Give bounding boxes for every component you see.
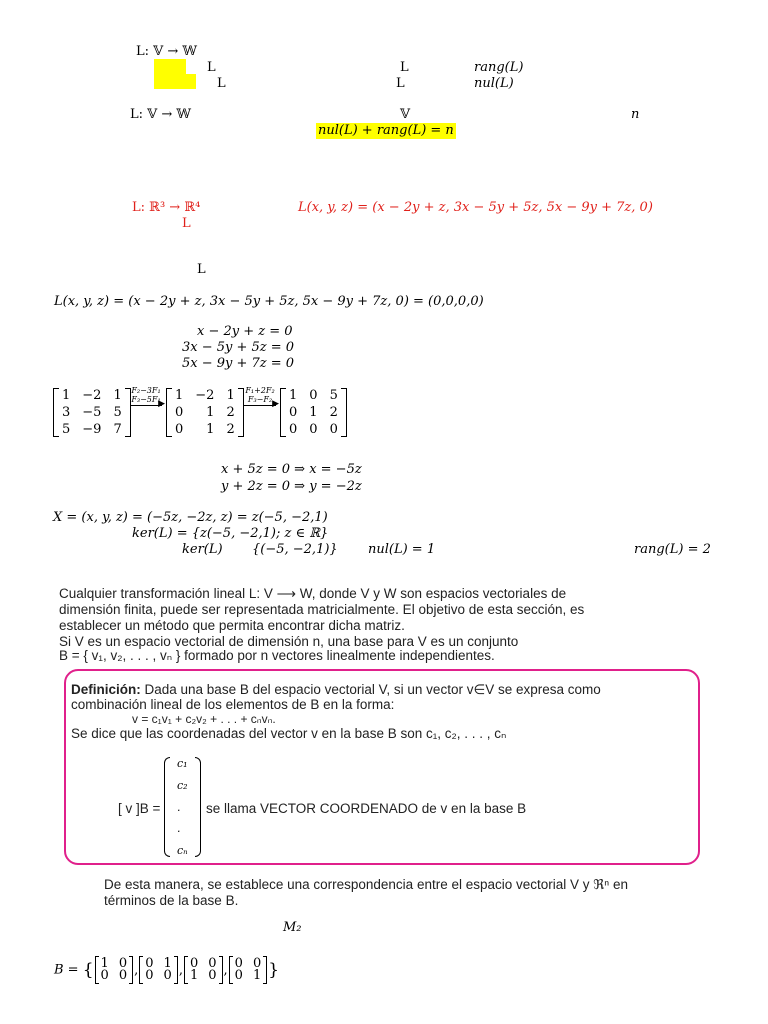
basis-separator: , <box>223 962 228 978</box>
solution-x: x + 5z = 0 ⇒ x = −5z <box>221 462 362 477</box>
definition-line-3: v = c₁v₁ + c₂v₂ + . . . + cₙvₙ. <box>132 712 276 726</box>
row-op-arrow-1: F₂−3F₁ F₃−5F₁ ▶ <box>131 386 165 409</box>
line1-L2: L <box>400 60 409 75</box>
basis-matrix-3-cell-0-1: 0 <box>252 956 262 971</box>
kernel-basis-label: ker(L) <box>182 542 223 557</box>
line1-L: L <box>207 60 216 75</box>
matrix-2-cell-2-1: 1 <box>206 422 215 437</box>
dimension-n: n <box>631 107 640 122</box>
example-map: L: ℝ³ → ℝ⁴ <box>132 200 201 215</box>
rank-value: rang(L) = 2 <box>634 542 711 557</box>
basis-B-label: B = <box>54 962 79 978</box>
coordinate-vector-text: se llama VECTOR COORDENADO de v en la base B <box>206 801 527 816</box>
definition-title: Definición: <box>71 682 141 697</box>
line2-L2: L <box>396 76 405 91</box>
basis-matrix-1-cell-0-1: 1 <box>163 956 172 971</box>
matrix-3-cell-1-1: 1 <box>309 405 318 420</box>
basis-matrix-3-cell-1-1: 1 <box>252 968 262 983</box>
line2-nul: nul(L) <box>474 76 514 91</box>
basis-separator: , <box>134 962 139 978</box>
basis-matrix-0-cell-0-0: 1 <box>100 956 109 971</box>
brace-open: { <box>82 960 94 980</box>
basis-matrix-2-cell-0-0: 0 <box>189 956 199 971</box>
highlight-block <box>154 59 196 89</box>
basis-matrix-0-cell-0-1: 0 <box>118 956 128 971</box>
basis-matrix-0-cell-1-0: 0 <box>100 968 109 983</box>
matrix-2-cell-0-2: 1 <box>226 388 235 403</box>
matrix-3 <box>280 388 347 437</box>
coordinate-vector <box>164 757 201 857</box>
matrix-1-cell-2-0: 5 <box>62 422 71 437</box>
kernel-basis: {(−5, −2,1)} <box>252 542 338 557</box>
row-op-1-top: F₂−3F₁ <box>131 386 161 395</box>
after-box-line-1: De esta manera, se establece una correspondencia entre el espacio vectorial V y ℜⁿ en <box>104 877 628 892</box>
system-eq-3: 5x − 9y + 7z = 0 <box>182 356 295 371</box>
matrix-3-cell-1-2: 2 <box>329 405 338 420</box>
X-parametric: X = (x, y, z) = (−5z, −2z, z) = z(−5, −2,1) <box>53 510 328 525</box>
basis-matrix-1-cell-1-1: 0 <box>163 968 172 983</box>
matrix-2-cell-0-0: 1 <box>175 388 184 403</box>
matrix-2-cell-0-1: −2 <box>195 388 215 403</box>
map-L-V-W: L: 𝕍 → 𝕎 <box>136 44 197 59</box>
row-op-arrow-2: F₁+2F₂ F₃−F₂ ▶ <box>245 386 279 409</box>
coordinate-entry-2: . <box>177 800 181 814</box>
definition-line-4: Se dice que las coordenadas del vector v en la base B son c₁, c₂, . . . , cₙ <box>71 726 507 741</box>
matrix-2 <box>166 388 244 437</box>
matrix-2-cell-2-0: 0 <box>175 422 184 437</box>
matrix-3-cell-1-0: 0 <box>289 405 298 420</box>
line1-rang: rang(L) <box>474 60 524 75</box>
basis-matrix-2-cell-1-0: 1 <box>189 968 199 983</box>
coordinate-entry-1: c₂ <box>177 778 188 792</box>
basis-matrix-3-cell-1-0: 0 <box>234 968 243 983</box>
scan-paragraph-3: establecer un método que permita encontrar dicha matriz. <box>59 618 405 633</box>
scan-paragraph-4: Si V es un espacio vectorial de dimensión n, una base para V es un conjunto <box>59 634 519 649</box>
matrix-1-cell-2-1: −9 <box>82 422 102 437</box>
matrix-1-cell-0-2: 1 <box>113 388 122 403</box>
basis-matrix-3 <box>229 956 268 984</box>
matrix-3-cell-2-0: 0 <box>289 422 298 437</box>
coordinate-entry-0: c₁ <box>177 757 188 770</box>
basis-matrix-2-cell-0-1: 0 <box>208 956 217 971</box>
basis-matrix-2 <box>184 956 223 984</box>
kernel-equation: L(x, y, z) = (x − 2y + z, 3x − 5y + 5z, 5x − 9y + 7z, 0) = (0,0,0,0) <box>54 294 484 309</box>
matrix-3-cell-2-1: 0 <box>309 422 318 437</box>
basis-matrix-1-cell-1-0: 0 <box>145 968 154 983</box>
basis-matrices <box>94 956 269 983</box>
matrix-3-cell-0-2: 5 <box>329 388 338 403</box>
matrix-2-cell-1-0: 0 <box>175 405 184 420</box>
space-V: 𝕍 <box>400 107 411 122</box>
scan-paragraph-2: dimensión finita, puede ser representada matricialmente. El objetivo de esta sección, es <box>59 602 585 617</box>
matrix-3-cell-2-2: 0 <box>329 422 338 437</box>
system-eq-1: x − 2y + z = 0 <box>197 324 293 339</box>
row-op-1-bottom: F₃−5F₁ <box>131 395 161 404</box>
scan-paragraph-5: B = { v₁, v₂, . . . , vₙ } formado por n vectores linealmente independientes. <box>59 648 495 663</box>
map2-L-V-W: L: 𝕍 → 𝕎 <box>130 107 191 122</box>
scan-paragraph-1: Cualquier transformación lineal L: V ⟶ W, donde V y W son espacios vectoriales de <box>59 586 567 601</box>
matrix-2-cell-1-2: 2 <box>226 405 235 420</box>
basis-B <box>54 956 279 984</box>
matrix-1-cell-0-0: 1 <box>62 388 71 403</box>
definition-line-2: combinación lineal de los elementos de B en la forma: <box>71 697 395 712</box>
basis-matrix-3-cell-0-0: 0 <box>234 956 243 971</box>
matrix-1-cell-1-0: 3 <box>62 405 71 420</box>
coordinate-entry-3: . <box>177 822 181 836</box>
space-M2: M₂ <box>283 920 302 935</box>
rank-nullity-theorem: nul(L) + rang(L) = n <box>318 123 454 138</box>
basis-matrix-0-cell-1-1: 0 <box>118 968 128 983</box>
matrix-2-cell-2-2: 2 <box>226 422 235 437</box>
matrix-1-cell-2-2: 7 <box>113 422 122 437</box>
basis-matrix-2-cell-1-1: 0 <box>208 968 217 983</box>
system-eq-2: 3x − 5y + 5z = 0 <box>182 340 295 355</box>
L-label: L <box>197 262 206 277</box>
matrix-1-cell-1-1: −5 <box>82 405 102 420</box>
matrix-1 <box>53 388 131 437</box>
example-formula: L(x, y, z) = (x − 2y + z, 3x − 5y + 5z, 5x − 9y + 7z, 0) <box>298 200 653 215</box>
coordinate-vector-label: [ v ]B = <box>118 801 161 816</box>
nullity-value: nul(L) = 1 <box>368 542 436 557</box>
brace-close: } <box>268 960 280 980</box>
solution-y: y + 2z = 0 ⇒ y = −2z <box>221 479 362 494</box>
basis-matrix-1 <box>139 956 178 984</box>
matrix-1-cell-1-2: 5 <box>113 405 122 420</box>
line2-L: L <box>217 76 226 91</box>
matrix-2-cell-1-1: 1 <box>206 405 215 420</box>
basis-separator: , <box>178 962 183 978</box>
row-op-2-top: F₁+2F₂ <box>245 386 275 395</box>
example-L-under: L <box>182 216 191 231</box>
kernel-set: ker(L) = {z(−5, −2,1); z ∈ ℝ} <box>132 526 329 541</box>
basis-matrix-1-cell-0-0: 0 <box>145 956 154 971</box>
matrix-3-cell-0-1: 0 <box>309 388 318 403</box>
coordinate-entry-4: cₙ <box>177 844 188 857</box>
row-op-2-bottom: F₃−F₂ <box>247 395 273 404</box>
basis-matrix-0 <box>95 956 134 984</box>
after-box-line-2: términos de la base B. <box>104 893 239 908</box>
matrix-1-cell-0-1: −2 <box>82 388 102 403</box>
matrix-3-cell-0-0: 1 <box>289 388 298 403</box>
definition-text-1: Dada una base B del espacio vectorial V, si un vector v∈V se expresa como <box>140 682 601 697</box>
